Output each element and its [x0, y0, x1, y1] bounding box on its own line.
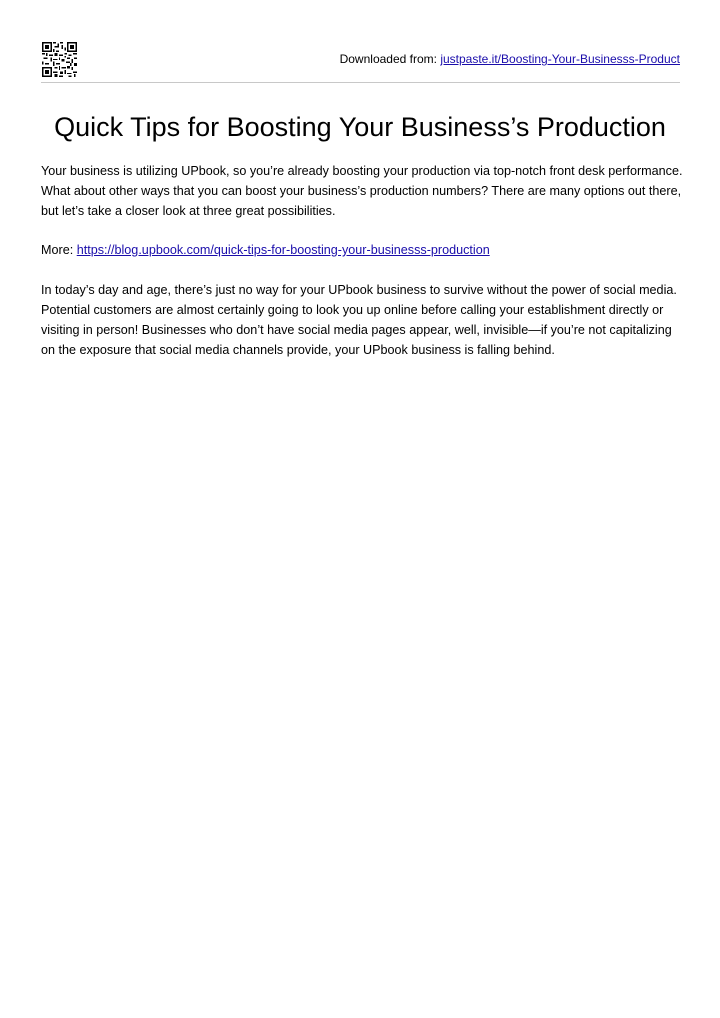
page-header	[41, 42, 680, 83]
intro-paragraph: Your business is utilizing UPbook, so you’re already boosting your production via top-notch front desk performance. What about other ways that you can boost your business’s production numbers? There are many options out there, but let’s take a closer look at three great possibilities.	[41, 164, 683, 218]
more-link[interactable]: https://blog.upbook.com/quick-tips-for-boosting-your-businesss-production	[76, 243, 490, 257]
downloaded-from-line	[340, 52, 680, 66]
page-title: Quick Tips for Boosting Your Business’s Production	[54, 112, 666, 142]
more-line	[41, 240, 686, 260]
qr-code-icon	[42, 42, 77, 77]
more-label: More:	[41, 243, 77, 257]
downloaded-from-label: Downloaded from:	[339, 52, 441, 66]
social-media-paragraph: In today’s day and age, there’s just no way for your UPbook business to survive without the power of social media. Potential customers are almost certainly going to look you up online before calling your establishment directly or visiting in person! Businesses who don’t have social media pages appear, well, invisible—if you’re not capitalizing on the exposure that social media channels provide, your UPbook business is falling behind.	[41, 283, 677, 357]
source-link[interactable]: justpaste.it/Boosting-Your-Businesss-Product	[440, 52, 680, 66]
